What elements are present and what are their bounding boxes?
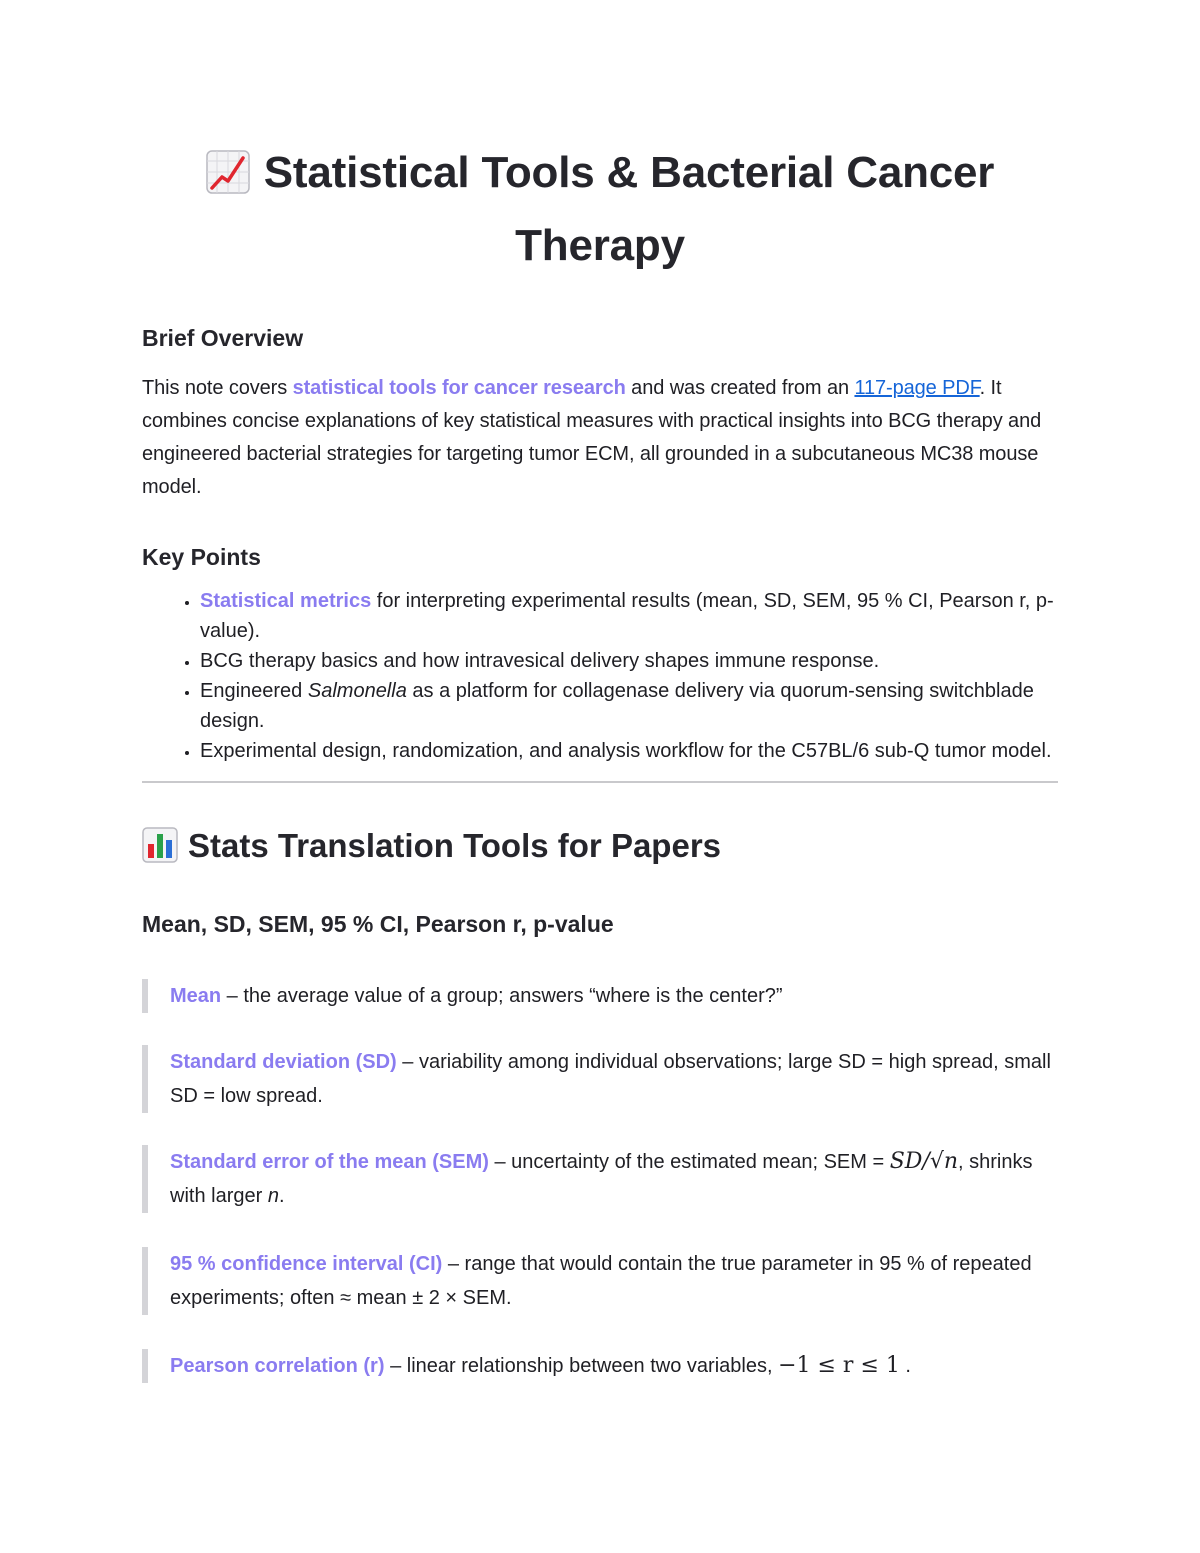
definition-term: Standard deviation (SD) — [170, 1051, 397, 1073]
definition-term: 95 % confidence interval (CI) — [170, 1253, 443, 1275]
brief-overview-paragraph — [142, 372, 1058, 504]
definition-text: – the average value of a group; answers “where is the center?” — [221, 985, 783, 1007]
key-point-text: Engineered — [200, 680, 308, 702]
key-point-text: BCG therapy basics and how intravesical delivery shapes immune response. — [200, 650, 880, 672]
definition-pearson — [142, 1349, 1058, 1383]
definition-sem — [142, 1145, 1058, 1213]
title-text: Statistical Tools & Bacterial Cancer Therapy — [263, 148, 995, 270]
chart-increasing-icon — [206, 147, 250, 213]
definition-term: Pearson correlation (r) — [170, 1355, 385, 1377]
definition-term: Mean — [170, 985, 222, 1007]
definition-text: , shrinks with larger — [170, 1151, 1033, 1207]
sem-formula: SD/√n — [889, 1149, 959, 1174]
definition-text: – uncertainty of the estimated mean; SEM = — [488, 1151, 890, 1173]
section-heading — [142, 823, 1058, 875]
list-item — [200, 586, 1058, 646]
definition-ci — [142, 1247, 1058, 1315]
source-pdf-link[interactable]: 117-page PDF — [854, 377, 980, 399]
definition-mean — [142, 979, 1058, 1013]
definition-end: . — [278, 1185, 285, 1207]
pearson-range-formula: −1 ≤ r ≤ 1 — [778, 1353, 900, 1378]
brief-overview-heading: Brief Overview — [142, 325, 304, 351]
bar-chart-icon — [142, 827, 178, 875]
sample-size-symbol: n — [267, 1185, 279, 1207]
definition-text: – variability among individual observations; large SD = high spread, small SD = low spread. — [170, 1051, 1051, 1107]
overview-highlight: statistical tools for cancer research — [292, 377, 626, 399]
section-divider — [142, 781, 1058, 783]
list-item — [200, 676, 1058, 736]
list-item — [200, 646, 1058, 676]
key-point-text: for interpreting experimental results (mean, SD, SEM, 95 % CI, Pearson r, p-value). — [200, 590, 1054, 642]
overview-text-3: . It combines concise explanations of key statistical measures with practical insights into BCG therapy and engineered bacterial strategies for targeting tumor ECM, all grounded in a subcutaneous MC38 mouse model. — [142, 377, 1042, 498]
list-item — [200, 736, 1058, 766]
overview-text-2: and was created from an — [625, 377, 855, 399]
document-content — [142, 140, 1058, 1383]
definition-text: – linear relationship between two variables, — [384, 1355, 779, 1377]
page-title — [142, 140, 1058, 279]
key-point-emphasis: Salmonella — [307, 680, 407, 702]
definition-term: Standard error of the mean (SEM) — [170, 1151, 489, 1173]
key-points-list — [142, 586, 1058, 766]
definition-text: – range that would contain the true parameter in 95 % of repeated experiments; often ≈ mean ± 2 × SEM. — [170, 1253, 1032, 1309]
stats-subheading: Mean, SD, SEM, 95 % CI, Pearson r, p-value — [142, 911, 614, 937]
key-point-text: as a platform for collagenase delivery via quorum-sensing switchblade design. — [200, 680, 1034, 732]
definition-sd — [142, 1045, 1058, 1113]
section-heading-text: Stats Translation Tools for Papers — [188, 827, 722, 864]
key-points-heading: Key Points — [142, 544, 261, 570]
key-point-highlight: Statistical metrics — [200, 590, 372, 612]
definition-end: . — [899, 1355, 911, 1377]
overview-text-1: This note covers — [142, 377, 293, 399]
key-point-text: Experimental design, randomization, and analysis workflow for the C57BL/6 sub-Q tumor model. — [200, 740, 1052, 762]
